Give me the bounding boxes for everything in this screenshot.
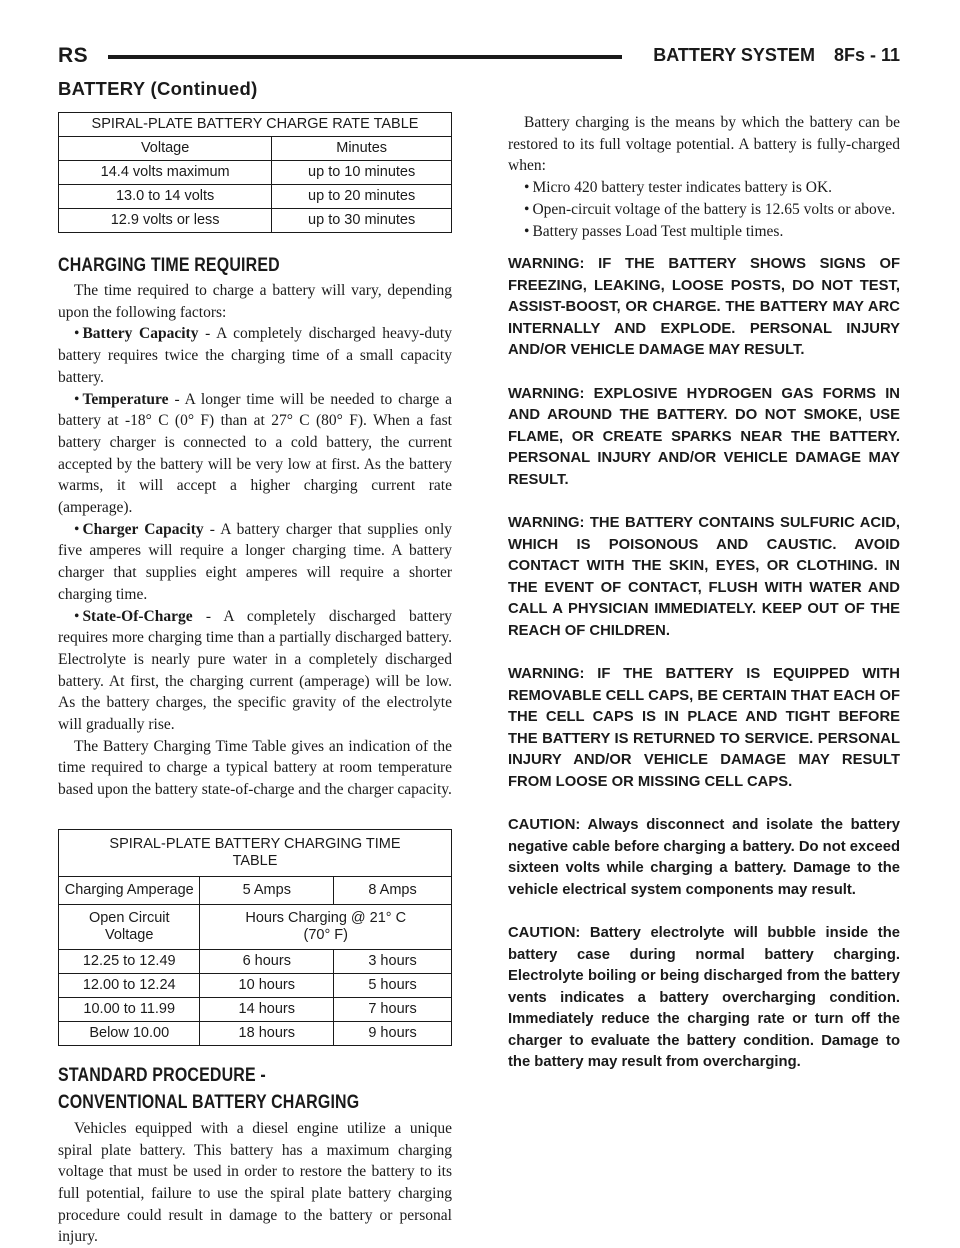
table-cell: up to 10 minutes	[272, 161, 452, 185]
table-cell: 14 hours	[200, 997, 334, 1021]
table-cell: 12.00 to 12.24	[59, 973, 200, 997]
table-cell: Below 10.00	[59, 1021, 200, 1045]
bullet-icon: •	[74, 390, 80, 408]
factor-text: - A completely discharged heavy-duty battery requires twice the charging time of a small capacity battery.	[58, 325, 452, 386]
hours-charging-label: Hours Charging @ 21° C (70° F)	[200, 904, 452, 949]
table-cell: 7 hours	[334, 997, 452, 1021]
table-row	[59, 209, 452, 233]
condition-text: Micro 420 battery tester indicates battery is OK.	[532, 179, 833, 197]
factor-text: - A battery charger that supplies only five amperes will require a longer charging time. A battery charger that supplies eight amperes will require a shorter charging time.	[58, 520, 452, 603]
charging-definition-para: Battery charging is the means by which the battery can be restored to its full voltage potential. A battery is fully-charged when:	[508, 114, 900, 175]
charging-time-table-title: SPIRAL-PLATE BATTERY CHARGING TIME TABLE	[59, 829, 452, 876]
charging-amperage-label: Charging Amperage	[59, 876, 200, 904]
warning-sulfuric-acid: WARNING: THE BATTERY CONTAINS SULFURIC ACID, WHICH IS POISONOUS AND CAUSTIC. AVOID CONTACT WITH THE SKIN, EYES, OR CLOTHING. IN THE EVENT OF CONTACT, FLUSH WITH WATER AND CALL A PHYSICIAN IMMEDIATELY. KEEP OUT OF THE REACH OF CHILDREN.	[508, 515, 900, 639]
col-header-voltage: Voltage	[59, 137, 272, 161]
factor-item	[58, 323, 452, 388]
warning-freezing: WARNING: IF THE BATTERY SHOWS SIGNS OF FREEZING, LEAKING, LOOSE POSTS, DO NOT TEST, ASSIST-BOOST, OR CHARGE. THE BATTERY MAY ARC INTERNALLY AND EXPLODE. PERSONAL INJURY AND/OR VEHICLE DAMAGE MAY RESULT.	[508, 256, 900, 359]
factor-term: Battery Capacity	[82, 325, 199, 343]
charging-time-table	[58, 829, 452, 1046]
caution-electrolyte: CAUTION: Battery electrolyte will bubble inside the battery case during normal battery charging. Electrolyte boiling or being discharged from the battery vents indicates a battery overcharging condition. Immediately reduce the charging rate or turn off the charger to evaluate the battery condition. Damage to the battery may result from overcharging.	[508, 925, 900, 1071]
amps-8-header: 8 Amps	[334, 876, 452, 904]
header-code: RS	[58, 44, 89, 67]
header-section: BATTERY SYSTEM	[653, 45, 815, 65]
condition-item	[508, 199, 900, 221]
condition-item	[508, 177, 900, 199]
condition-text: Open-circuit voltage of the battery is 12.65 volts or above.	[532, 200, 896, 218]
warning-cell-caps: WARNING: IF THE BATTERY IS EQUIPPED WITH REMOVABLE CELL CAPS, BE CERTAIN THAT EACH OF THE CELL CAPS IS IN PLACE AND TIGHT BEFORE THE BATTERY IS RETURNED TO SERVICE. PERSONAL INJURY AND/OR VEHICLE DAMAGE MAY RESULT FROM LOOSE OR MISSING CELL CAPS.	[508, 666, 900, 790]
table-cell: 14.4 volts maximum	[59, 161, 272, 185]
header-page-number: 8Fs - 11	[833, 45, 900, 65]
bullet-icon: •	[524, 179, 530, 197]
table-cell: 13.0 to 14 volts	[59, 185, 272, 209]
bullet-icon: •	[524, 222, 530, 240]
table-row	[59, 161, 452, 185]
table-cell: 12.25 to 12.49	[59, 949, 200, 973]
factor-term: State-Of-Charge	[82, 607, 193, 625]
page-header	[58, 44, 900, 70]
table-row	[59, 973, 452, 997]
open-circuit-voltage-label: Open Circuit Voltage	[59, 904, 200, 949]
warning-hydrogen-gas: WARNING: EXPLOSIVE HYDROGEN GAS FORMS IN AND AROUND THE BATTERY. DO NOT SMOKE, USE FLAME, OR CREATE SPARKS NEAR THE BATTERY. PERSONAL INJURY AND/OR VEHICLE DAMAGE MAY RESULT.	[508, 385, 900, 488]
table-cell: 9 hours	[334, 1021, 452, 1045]
factor-text: - A longer time will be needed to charge a battery at -18° C (0° F) than at 27° C (80° F). When a fast battery charger is connected to a cold battery, the current accepted by the battery will be very low at first. As the battery warms, it will accept a higher charging current rate (amperage).	[58, 390, 452, 517]
standard-procedure-para: Vehicles equipped with a diesel engine utilize a unique spiral plate battery. This battery has a maximum charging voltage that must be used in order to restore the battery to its full potential, failure to use the spiral plate battery charging procedure could result in damage to the battery or personal injury.	[58, 1119, 452, 1246]
left-column	[58, 112, 452, 1248]
table-row	[59, 997, 452, 1021]
table-cell: 10.00 to 11.99	[59, 997, 200, 1021]
right-column	[508, 112, 900, 1074]
condition-item	[508, 221, 900, 243]
table-cell: up to 30 minutes	[272, 209, 452, 233]
table-cell: 5 hours	[334, 973, 452, 997]
bullet-icon: •	[74, 607, 80, 625]
continued-title: BATTERY (Continued)	[58, 78, 258, 99]
bullet-icon: •	[524, 200, 530, 218]
table-row	[59, 1021, 452, 1045]
factor-term: Charger Capacity	[82, 520, 204, 538]
amps-5-header: 5 Amps	[200, 876, 334, 904]
table-cell: 6 hours	[200, 949, 334, 973]
factor-term: Temperature	[82, 390, 169, 408]
standard-procedure-heading: STANDARD PROCEDURE - CONVENTIONAL BATTERY CHARGING	[58, 1064, 360, 1113]
factor-item	[58, 606, 452, 736]
charging-time-intro: The time required to charge a battery will vary, depending upon the following factors:	[58, 282, 452, 321]
table-cell: 3 hours	[334, 949, 452, 973]
header-rule	[108, 55, 622, 59]
header-right	[639, 45, 900, 66]
table-row	[59, 949, 452, 973]
caution-disconnect: CAUTION: Always disconnect and isolate the battery negative cable before charging a battery. Do not exceed sixteen volts while charging a battery. Damage to the vehicle electrical system components may result.	[508, 817, 900, 898]
charging-time-heading: CHARGING TIME REQUIRED	[58, 255, 280, 276]
condition-text: Battery passes Load Test multiple times.	[532, 222, 784, 240]
table-cell: 10 hours	[200, 973, 334, 997]
bullet-icon: •	[74, 520, 80, 538]
table-cell: 18 hours	[200, 1021, 334, 1045]
table-row	[59, 185, 452, 209]
factor-item	[58, 389, 452, 519]
table-cell: up to 20 minutes	[272, 185, 452, 209]
charge-rate-table-title: SPIRAL-PLATE BATTERY CHARGE RATE TABLE	[59, 113, 452, 137]
charge-rate-table	[58, 112, 452, 233]
factor-item	[58, 519, 452, 606]
charging-time-closing: The Battery Charging Time Table gives an indication of the time required to charge a typical battery at room temperature based upon the battery state-of-charge and the charger capacity.	[58, 737, 452, 799]
bullet-icon: •	[74, 325, 80, 343]
col-header-minutes: Minutes	[272, 137, 452, 161]
factor-text: - A completely discharged battery requires more charging time than a partially discharged battery. Electrolyte is nearly pure water in a completely discharged battery. At first, the charging current (amperage) will be low. As the battery charges, the specific gravity of the electrolyte will gradually rise.	[58, 607, 452, 734]
table-cell: 12.9 volts or less	[59, 209, 272, 233]
